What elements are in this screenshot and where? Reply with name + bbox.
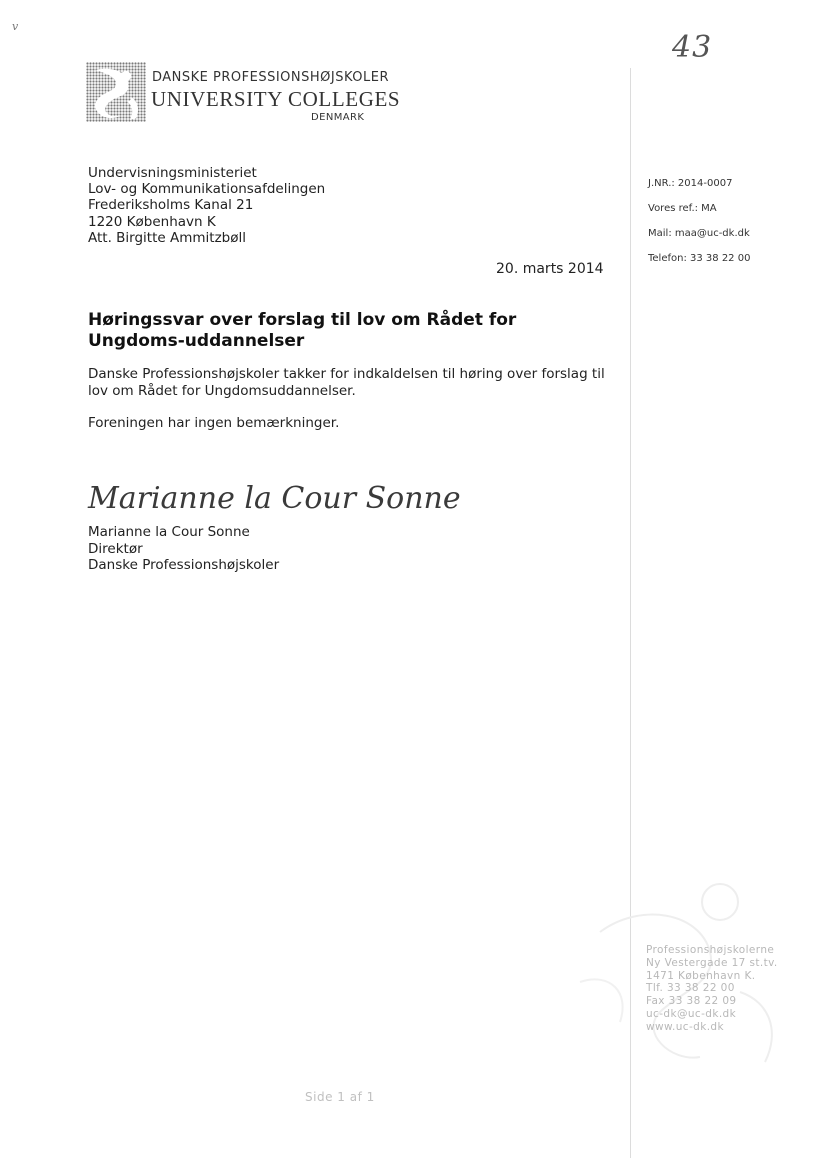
recipient-line: Frederiksholms Kanal 21 bbox=[88, 197, 254, 214]
signer-block bbox=[88, 524, 279, 574]
footer-line: uc-dk@uc-dk.dk bbox=[646, 1007, 737, 1020]
footer-line: Ny Vestergade 17 st.tv. bbox=[646, 956, 778, 969]
handwritten-signature bbox=[84, 470, 461, 520]
logo-line-university-colleges: UNIVERSITY COLLEGES bbox=[151, 87, 401, 111]
recipient-line: 1220 København K bbox=[88, 213, 216, 230]
footer-line: Tlf. 33 38 22 00 bbox=[646, 982, 735, 995]
footer-line: Professionshøjskolerne bbox=[646, 944, 775, 956]
logo-icon bbox=[86, 62, 146, 122]
logo-line-danske: DANSKE PROFESSIONSHØJSKOLER bbox=[152, 70, 389, 85]
margin-mark: v bbox=[12, 20, 19, 33]
recipient-address bbox=[88, 165, 325, 246]
signer-organisation: Danske Professionshøjskoler bbox=[88, 557, 280, 573]
journal-number: J.NR.: 2014-0007 bbox=[648, 178, 733, 189]
contact-phone: Telefon: 33 38 22 00 bbox=[648, 253, 751, 264]
letter-date: 20. marts 2014 bbox=[496, 261, 604, 277]
logo-line-denmark: DENMARK bbox=[311, 112, 365, 123]
recipient-line: Undervisningsministeriet bbox=[88, 165, 257, 181]
body-paragraph: Danske Professionshøjskoler takker for indkaldelsen til høring over forslag til lov om Rådet for Ungdomsuddannelser. bbox=[88, 366, 605, 399]
our-reference: Vores ref.: MA bbox=[648, 203, 717, 214]
footer-address bbox=[646, 944, 778, 1034]
signature-text: Marianne la Cour Sonne bbox=[88, 481, 461, 516]
contact-mail: Mail: maa@uc-dk.dk bbox=[648, 228, 750, 239]
footer-line: www.uc-dk.dk bbox=[646, 1020, 724, 1033]
footer-line: Fax 33 38 22 09 bbox=[646, 995, 737, 1008]
signer-title: Direktør bbox=[88, 540, 143, 557]
page-footer: Side 1 af 1 bbox=[305, 1090, 375, 1104]
recipient-line: Att. Birgitte Ammitzbøll bbox=[88, 229, 246, 246]
letter-subject: Høringssvar over forslag til lov om Rådet for Ungdoms-uddannelser bbox=[88, 310, 517, 351]
recipient-line: Lov- og Kommunikationsafdelingen bbox=[88, 181, 326, 198]
footer-line: 1471 København K. bbox=[646, 969, 756, 982]
reference-info bbox=[648, 178, 750, 278]
handwritten-page-number: 43 bbox=[672, 30, 713, 65]
signer-name: Marianne la Cour Sonne bbox=[88, 524, 250, 540]
body-paragraph: Foreningen har ingen bemærkninger. bbox=[88, 415, 340, 431]
